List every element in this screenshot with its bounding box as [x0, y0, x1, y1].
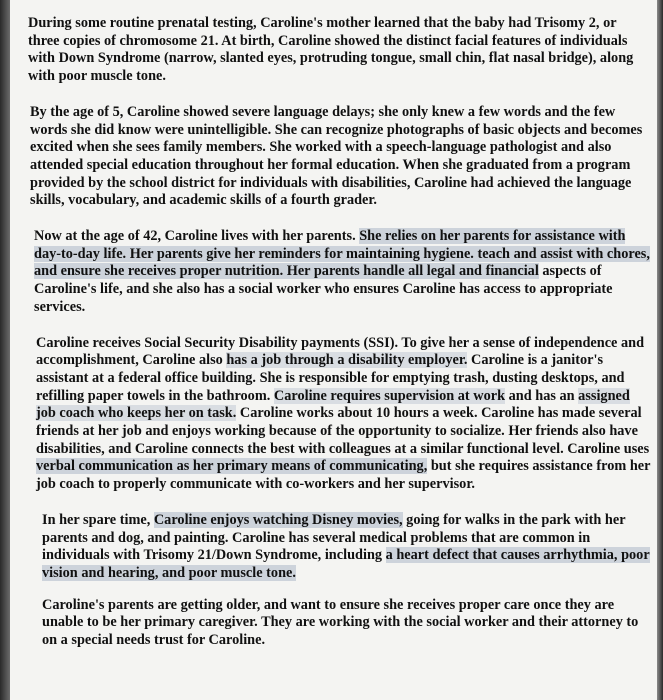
text-span: aspects of Caroline's life, and she also has a social worker who ensures Caroline has access to appropriate services.: [34, 263, 613, 315]
paragraph-employment: [36, 335, 651, 494]
paragraph-language-delays: By the age of 5, Caroline showed severe language delays; she only knew a few words and the few words she did know were unintelligible. She can recognize photographs of basic objects and becomes excited when she sees family members. She worked with a speech-language pathologist and also attended special education throughout her formal education. When she graduated from a program provided by the school district for individuals with disabilities, Caroline had achieved the language skills, vocabulary, and academic skills of a fourth grader.: [30, 103, 643, 209]
text-span: Caroline receives Social Security Disability payments (SSI). To give her a sense of independence and accomplishment, Caroline also: [36, 334, 645, 369]
paragraph-spare-time: [42, 512, 651, 583]
paragraph-prenatal-testing: During some routine prenatal testing, Caroline's mother learned that the baby had Trisomy 2, or three copies of chromosome 21. At birth, Caroline showed the distinct facial features of individuals with Down Syndrome (narrow, slanted eyes, protruding tongue, small chin, flat nasal bridge), along with poor muscle tone.: [28, 15, 634, 85]
text-span: Caroline works about 10 hours a week. Caroline has made several friends at her job and enjoys working because of the opportunity to socialize. Her friends also have disabilities, and Caroline connects the best with colleagues at a similar functional level. Caroline uses: [36, 405, 650, 457]
highlight-supervision: Caroline requires supervision at work: [273, 387, 506, 404]
highlight-job-coach: assigned job coach who keeps her on task.: [36, 387, 630, 422]
highlight-disability-employer: has a job through a disability employer.: [226, 352, 468, 369]
text-span: but she requires assistance from her job coach to properly communicate with co-workers and her supervisor.: [36, 458, 651, 493]
text-span: Now at the age of 42, Caroline lives with her parents.: [34, 228, 360, 245]
text-span: going for walks in the park with her parents and dog, and painting. Caroline has several medical problems that are common in individuals with Trisomy 21/Down Syndrome, including: [42, 511, 626, 564]
highlight-daily-assistance: She relies on her parents for assistance with day-to-day life. Her parents give her reminders for maintaining hygiene. teach and assist with chores, and ensure she receives proper nutrition. Her parents handle all legal and financial: [34, 228, 650, 280]
highlight-medical-problems: a heart defect that causes arrhythmia, poor vision and hearing, and poor muscle tone.: [42, 547, 650, 581]
text-span: Caroline is a janitor's assistant at a federal office building. She is responsible for emptying trash, dusting desktops, and refilling paper towels in the bathroom.: [36, 352, 625, 404]
text-span: In her spare time,: [42, 511, 154, 528]
text-span: and has an: [505, 387, 579, 404]
paragraph-living-situation: [34, 228, 651, 317]
highlight-verbal-communication: verbal communication as her primary means of communicating,: [36, 458, 428, 475]
highlight-disney-movies: Caroline enjoys watching Disney movies,: [153, 511, 403, 528]
paragraph-special-needs-trust: Caroline's parents are getting older, and want to ensure she receives proper care once they are unable to be her primary caregiver. They are working with the social worker and their attorney to on a special needs trust for Caroline.: [42, 596, 639, 649]
